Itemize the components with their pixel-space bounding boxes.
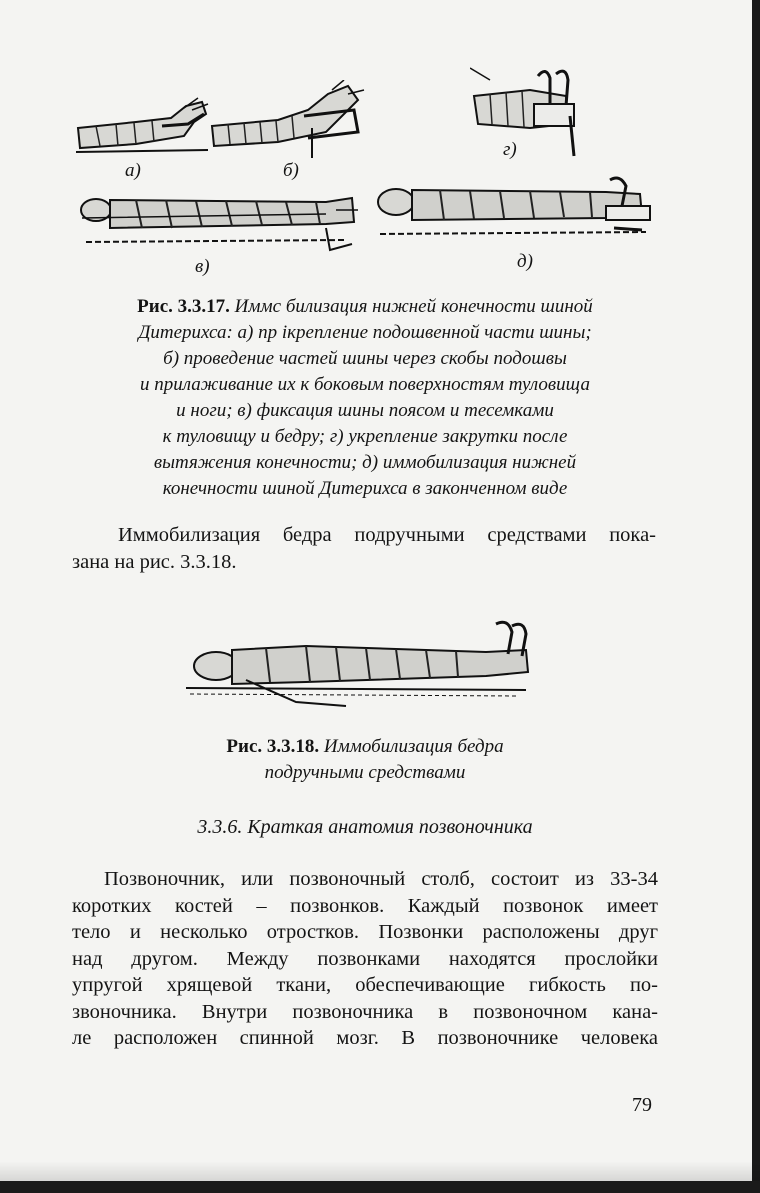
page-number: 79 <box>632 1094 652 1116</box>
panel-label-b: б) <box>283 160 299 181</box>
caption-line: конечности шиной Дитерихса в законченном виде <box>162 478 568 499</box>
caption-line: к туловищу и бедру; г) укрепление закрутки после <box>162 426 568 447</box>
figure-17-caption <box>70 294 660 502</box>
paragraph-line: тело и несколько отростков. Позвонки расположены друг <box>72 921 658 943</box>
figure-17d-illustration <box>370 172 658 248</box>
body-paragraph-1 <box>72 522 656 575</box>
figure-18-number: Рис. 3.3.18. <box>226 736 320 757</box>
paragraph-line: зана на рис. 3.3.18. <box>72 550 237 573</box>
paragraph-line: Иммобилизация бедра подручными средствами пока- <box>118 524 656 546</box>
caption-line: подручными средствами <box>264 762 466 783</box>
scan-shadow <box>0 1161 760 1181</box>
figure-17v-illustration <box>76 184 362 256</box>
scan-border-right <box>752 0 760 1193</box>
body-paragraph-2 <box>72 866 658 1052</box>
panel-label-d: д) <box>517 251 533 272</box>
caption-line: и прилаживание их к боковым поверхностям туловища <box>140 374 590 395</box>
panel-label-v: в) <box>195 256 210 277</box>
paragraph-line: Позвоночник, или позвоночный столб, состоит из 33-34 <box>104 868 658 890</box>
scan-border-bottom <box>0 1181 760 1193</box>
paragraph-line: коротких костей – позвонков. Каждый позвонок имеет <box>72 894 658 917</box>
figure-17-number: Рис. 3.3.17. <box>137 296 230 317</box>
figure-18-caption <box>150 734 580 786</box>
panel-label-a: а) <box>125 160 141 181</box>
figure-17b-illustration <box>208 80 366 158</box>
caption-line: Иммобилизация бедра <box>323 736 504 757</box>
caption-line: Иммс билизация нижней конечности шиной <box>234 296 593 317</box>
paragraph-line: ле расположен спинной мозг. В позвоночнике человека <box>72 1027 658 1049</box>
figure-17g-illustration <box>470 66 582 158</box>
paragraph-line: над другом. Между позвонками находятся прослойки <box>72 947 658 970</box>
paragraph-line: звоночника. Внутри позвоночника в позвоночном кана- <box>72 1000 658 1023</box>
caption-line: и ноги; в) фиксация шины поясом и тесемками <box>176 400 554 421</box>
section-heading: 3.3.6. Краткая анатомия позвоночника <box>197 816 533 838</box>
figure-17a-illustration <box>76 96 211 156</box>
paragraph-line: упругой хрящевой ткани, обеспечивающие гибкость по- <box>72 974 658 996</box>
caption-line: б) проведение частей шины через скобы подошвы <box>163 348 567 369</box>
caption-line: вытяжения конечности; д) иммобилизация нижней <box>153 452 577 473</box>
caption-line: Дитерихса: а) пр ікрепление подошвенной части шины; <box>138 322 592 343</box>
figure-18-illustration <box>186 620 532 720</box>
panel-label-g: г) <box>503 139 517 160</box>
